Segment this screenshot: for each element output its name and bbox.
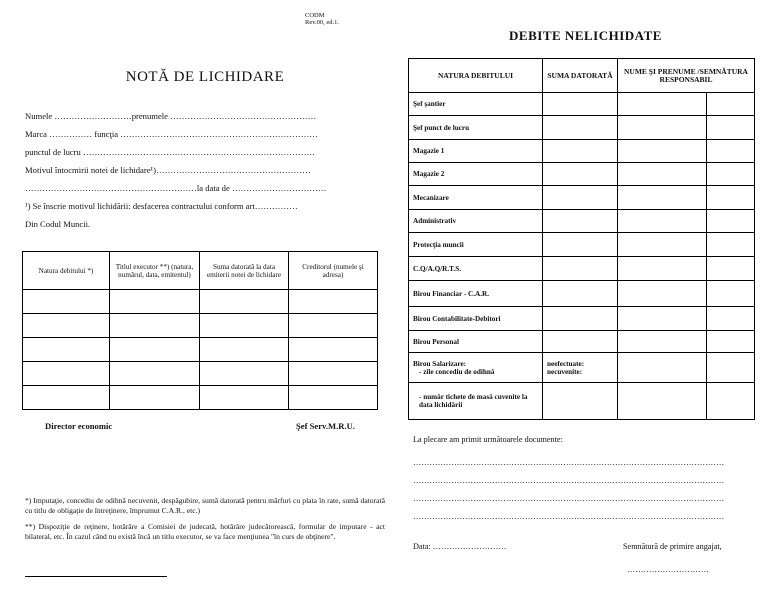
table-row xyxy=(409,186,755,210)
header-responsible: NUME ŞI PRENUME /SEMNĂTURA RESPONSABIL xyxy=(618,59,755,93)
document-code xyxy=(305,12,339,26)
table-row xyxy=(409,257,755,281)
row-label: Protecţia muncii xyxy=(409,233,543,257)
table-row xyxy=(409,93,755,116)
table-row xyxy=(409,307,755,331)
signature-economic-director: Director economic xyxy=(45,421,113,431)
header-debt-nature: NATURA DEBITULUI xyxy=(409,59,543,93)
table-row xyxy=(409,116,755,140)
table-row xyxy=(409,281,755,307)
header-amount: SUMA DATORATĂ xyxy=(543,59,618,93)
documents-label: La plecare am primit următoarele documente: xyxy=(413,435,563,444)
row-label: Birou Contabilitate-Debitori xyxy=(409,307,543,331)
table-row xyxy=(409,163,755,186)
note-title: NOTĂ DE LICHIDARE xyxy=(125,69,285,85)
row-label: C.Q/A.Q/R.T.S. xyxy=(409,257,543,281)
reason-footnote: ¹) Se înscrie motivul lichidării: desfacerea contractului conform art…………… xyxy=(25,201,298,211)
vacation-status: neefectuate: necuvenite: xyxy=(543,353,618,383)
row-label: Şef punct de lucru xyxy=(409,116,543,140)
salarizare-title: Birou Salarizare: xyxy=(413,359,467,368)
table-row xyxy=(409,233,755,257)
employee-signature-line: ………………………… xyxy=(627,565,709,574)
row-label: Magazie 1 xyxy=(409,140,543,163)
labor-code-text: Din Codul Muncii. xyxy=(25,219,91,229)
field-reason: Motivul întocmirii notei de lichidare¹)……………………………………………… xyxy=(25,165,311,175)
row-label: Magazie 2 xyxy=(409,163,543,186)
footnote-1: *) Imputaţie, concediu de odihnă necuvenit, despăgubire, sumă datorată pentru mărfuri cu plata în rate, sumă datorată cu titlu de obligaţie de întreţinere, împrumut C.A.R., etc.) xyxy=(25,496,385,515)
date-field: Data: ……………………… xyxy=(413,542,507,551)
employee-signature-label: Semnătură de primire angajat, xyxy=(623,542,722,551)
debts-title: DEBITE NELICHIDATE xyxy=(509,28,662,43)
row-label: Administrativ xyxy=(409,210,543,233)
meal-tickets-label: - număr tichete de masă cuvenite la data lichidării xyxy=(409,383,543,420)
vacation-days-label: - zile concediu de odihnă xyxy=(419,367,495,376)
revision-text: Rev.00, ed.1. xyxy=(305,19,340,26)
field-name: Numele ………………………prenumele …………………………………………… xyxy=(25,111,317,121)
table-row xyxy=(23,314,378,338)
row-label: Mecanizare xyxy=(409,186,543,210)
row-label: Birou Personal xyxy=(409,331,543,353)
field-workpoint: punctul de lucru ……………………………………………………………………… xyxy=(25,147,316,157)
salarizare-label xyxy=(409,353,543,383)
table-row xyxy=(409,140,755,163)
debts-table xyxy=(408,58,755,420)
table-row xyxy=(23,338,378,362)
header-debt-nature: Natura debitului *) xyxy=(23,252,110,290)
meal-tickets-row xyxy=(409,383,755,420)
header-amount-due: Suma datorată la data emiterii notei de lichidare xyxy=(200,252,289,290)
header-creditor: Creditorul (numele şi adresa) xyxy=(289,252,378,290)
documents-line-3: …………………………………………………………………………………………………… xyxy=(413,494,725,503)
divider xyxy=(25,576,167,577)
field-date: ……………………………………………………la data de …………………………… xyxy=(25,183,327,193)
liquidation-table xyxy=(22,251,378,410)
header-enforcement-title: Titlul executor **) (natura, numărul, data, emitentul) xyxy=(110,252,200,290)
salarizare-row xyxy=(409,353,755,383)
row-label: Şef şantier xyxy=(409,93,543,116)
table-row xyxy=(23,386,378,410)
documents-line-2: …………………………………………………………………………………………………… xyxy=(413,476,725,485)
table-row xyxy=(23,290,378,314)
documents-line-4: …………………………………………………………………………………………………… xyxy=(413,512,725,521)
table-row xyxy=(23,362,378,386)
field-mark: Marca …………… funcţia …………………………………………………………… xyxy=(25,129,318,139)
signature-hr-head: Şef Serv.M.R.U. xyxy=(296,421,355,431)
table-row xyxy=(409,210,755,233)
documents-line-1: …………………………………………………………………………………………………… xyxy=(413,458,725,467)
row-label: Birou Financiar - C.A.R. xyxy=(409,281,543,307)
table-row xyxy=(409,331,755,353)
code-text: CODM xyxy=(305,12,325,19)
footnote-2: **) Dispoziţie de reţinere, hotărâre a Comisiei de judecată, hotărâre judecătorească, formular de imputare - act bilateral, etc. În cazul când nu există încă un titlu executor, se va face menţiunea "în curs de obţinere". xyxy=(25,522,385,541)
